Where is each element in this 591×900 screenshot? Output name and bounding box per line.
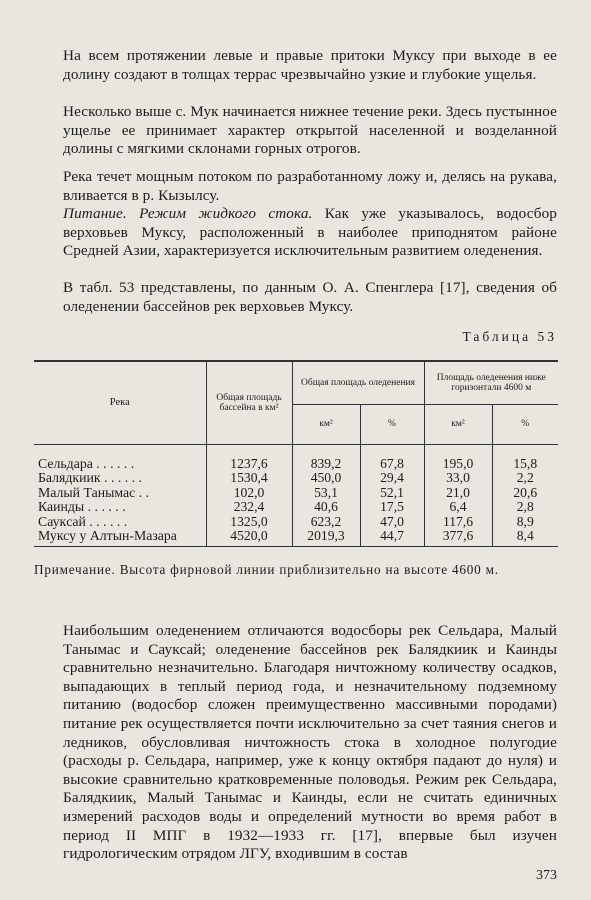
paragraph-1: На всем протяжении левые и правые притоки Муксу при выходе в ее долину создают в толщах террас чрезвычайно узкие и глубокие ущелья.	[63, 47, 557, 83]
page-number: 373	[536, 868, 557, 883]
section-heading: Питание. Режим жидкого стока.	[63, 205, 313, 222]
paragraph-final: Наибольшим оледенением отличаются водосборы рек Сельдара, Малый Танымас и Саукcай; оледенение бассейнов рек Балядкиик и Каинды сравнительно незначительно. Благодаря ничтожному количеству осадков, выпадающих в теплый период года, и незначительному подземному питанию (водосбор сложен преимущественно массивными породами) питание рек осуществляется почти исключительно за счет таяния снегов и ледников, обусловливая ничтожность стока в холодное полугодие (расходы р. Сельдара, например, уже к концу октября падают до нуля) и высокие сравнительно кратковременные половодья. Режим рек Сельдара, Балядкиик, Малый Танымас и Каинды, если не считать единичных измерений расходов воды и определений мутности во время работ в период II МПГ в 1932—1933 гг. [17], впервые был изучен гидрологическим отрядом ЛГУ, входившим в состав	[63, 622, 557, 863]
paragraph-section	[63, 205, 557, 261]
basin-area: 102,0	[206, 486, 292, 501]
table-row	[34, 486, 558, 501]
river-name: Малый Танымас . .	[34, 486, 206, 501]
below-pct: 15,8	[513, 455, 538, 471]
paragraph-table-intro: В табл. 53 представлены, по данным О. А. Спенглера [17], сведения об оледенении бассейнов рек верховьев Муксу.	[63, 279, 557, 315]
basin-area: 4520,0	[206, 529, 292, 546]
basin-area: 1237,6	[206, 444, 292, 471]
glacier-km2: 2019,3	[292, 529, 360, 546]
below-km2: 195,0	[424, 444, 492, 471]
table-row	[34, 500, 558, 515]
below-km2: 6,4	[424, 500, 492, 515]
header-glacier-area: Общая площадь оледенения	[292, 362, 424, 404]
glacier-km2: 623,2	[292, 515, 360, 530]
section-text: Как уже указывалось, водосбор верховьев Муксу, расположенный в наиболее приподнятом районе Средней Азии, характеризуется исключительным развитием оледенения.	[63, 205, 557, 260]
river-name: Балядкиик . . . . . .	[34, 471, 206, 486]
table-caption: Таблица 53	[462, 329, 557, 344]
glacier-km2: 53,1	[292, 486, 360, 501]
header-below-pct: %	[492, 404, 558, 444]
glacier-km2: 40,6	[292, 500, 360, 515]
header-basin-area: Общая площадь бассейна в км²	[206, 362, 292, 444]
header-river: Река	[34, 362, 206, 444]
below-pct: 20,6	[513, 484, 538, 500]
below-pct: 8,4	[492, 529, 558, 546]
table-row	[34, 444, 558, 471]
header-below-area: Площадь оледенения ниже горизонтали 4600 м	[424, 362, 558, 404]
table-row	[34, 471, 558, 486]
below-km2: 377,6	[424, 529, 492, 546]
river-name: Сельдара . . . . . .	[34, 444, 206, 471]
glacier-pct: 44,7	[360, 529, 424, 546]
header-glacier-pct: %	[360, 404, 424, 444]
below-km2: 21,0	[424, 486, 492, 501]
table-note: Примечание. Высота фирновой линии приблизительно на высоте 4600 м.	[34, 562, 499, 577]
table-row	[34, 529, 558, 546]
river-name: Саукcай . . . . . .	[34, 515, 206, 530]
glacier-km2: 450,0	[292, 471, 360, 486]
table-row	[34, 515, 558, 530]
glacier-pct: 52,1	[360, 486, 424, 501]
glaciation-table	[34, 360, 558, 558]
basin-area: 1325,0	[206, 515, 292, 530]
paragraph-2: Несколько выше с. Мук начинается нижнее течение реки. Здесь пустынное ущелье ее принимает характер открытой населенной и возделанной долины с мягкими склонами горных отрогов.	[63, 103, 557, 158]
below-pct: 2,2	[516, 470, 534, 485]
glacier-km2: 839,2	[292, 444, 360, 471]
glacier-pct: 29,4	[360, 471, 424, 486]
header-glacier-km2: км²	[292, 404, 360, 444]
glacier-pct: 67,8	[360, 444, 424, 471]
below-km2: 33,0	[424, 471, 492, 486]
river-name: Каинды . . . . . .	[34, 500, 206, 515]
basin-area: 232,4	[206, 500, 292, 515]
below-km2: 117,6	[424, 515, 492, 530]
glacier-pct: 17,5	[360, 500, 424, 515]
header-below-km2: км²	[424, 404, 492, 444]
basin-area: 1530,4	[206, 471, 292, 486]
glacier-pct: 47,0	[360, 515, 424, 530]
paragraph-3: Река течет мощным потоком по разработанному ложу и, делясь на рукава, вливается в р. Кызылсу.	[63, 168, 557, 204]
below-pct: 8,9	[516, 513, 534, 529]
below-pct: 2,8	[516, 499, 534, 514]
river-name: Муксу у Алтын-Мазара	[34, 529, 206, 546]
